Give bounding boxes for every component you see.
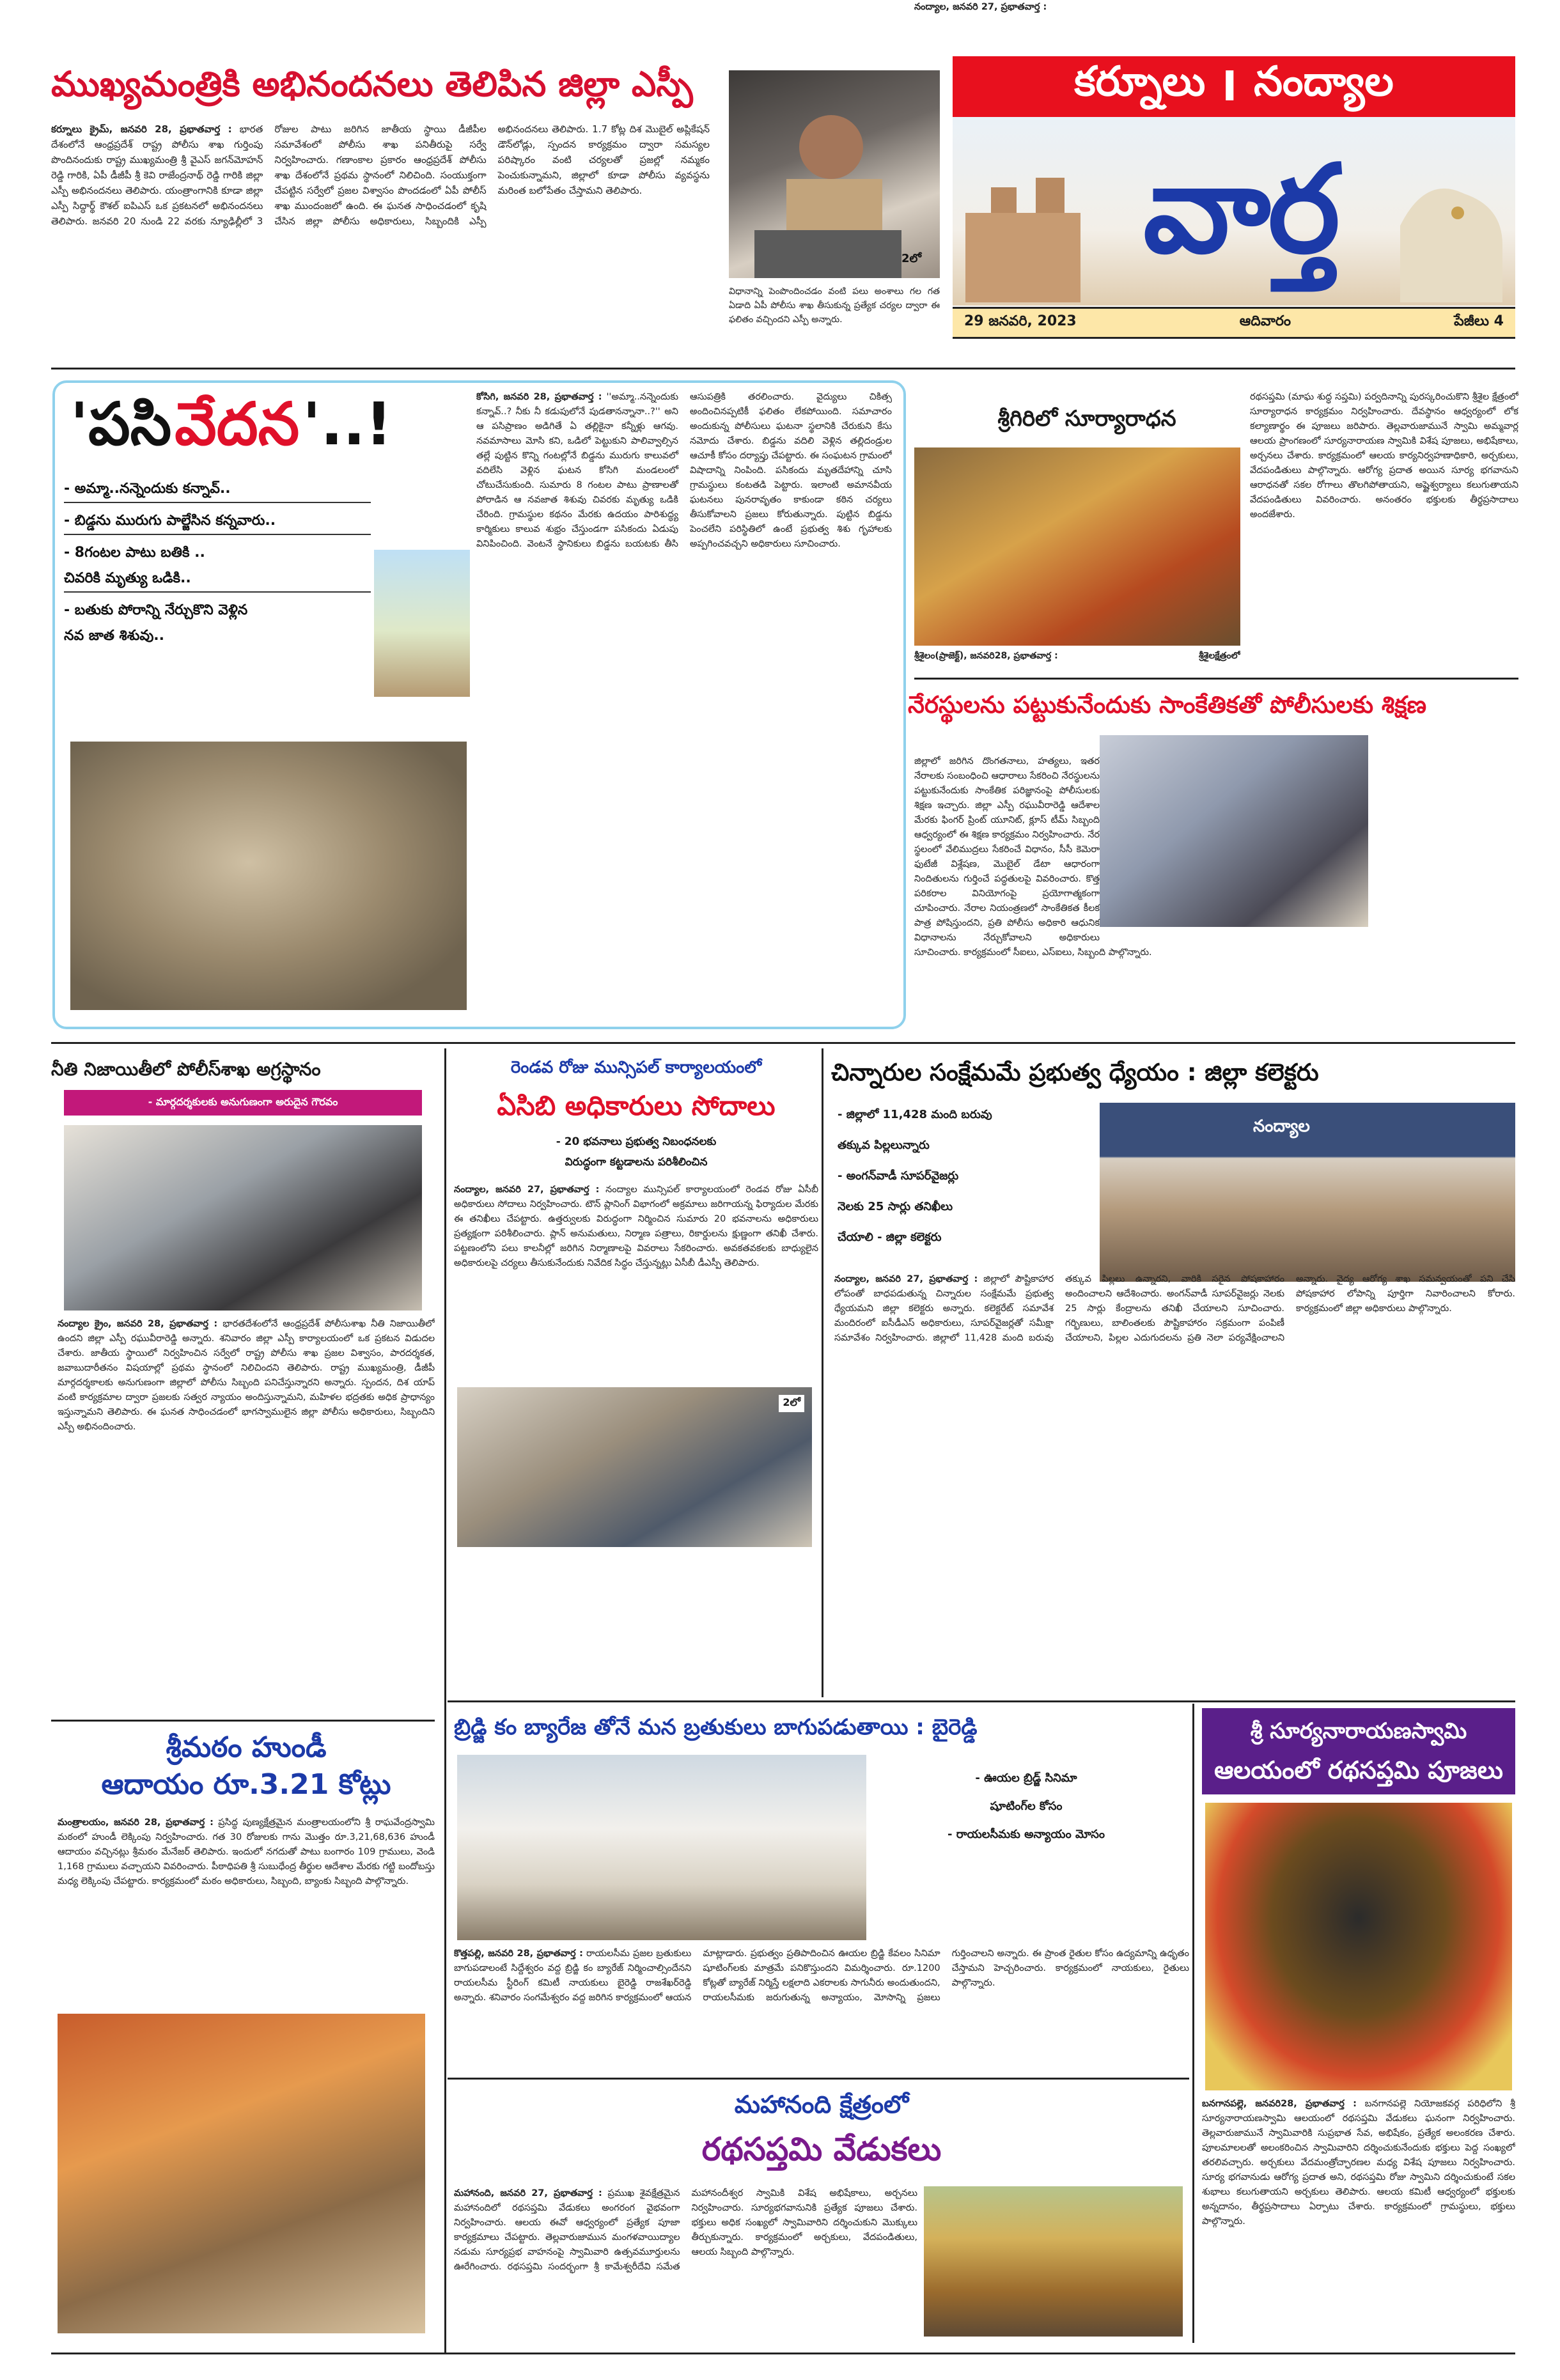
hundi-headline-1: శ్రీమఠం హుండీ	[166, 1731, 327, 1764]
children-bullet: - అంగన్‌వాడీ సూపర్‌వైజర్లు	[838, 1169, 959, 1183]
baby-headline-3: '..!	[302, 390, 393, 458]
honesty-subhead: - మార్గదర్శకులకు అనుగుణంగా అరుదైన గౌరవం	[148, 1095, 338, 1108]
officer-illustration	[729, 70, 940, 278]
acb-kicker-box	[457, 1052, 815, 1084]
hundi-body: ప్రసిద్ధ పుణ్యక్షేత్రమైన మంత్రాలయంలోని శ్రీ రాఘవేంద్రస్వామి మఠంలో హుండీ లెక్కింపు నిర్వహించారు. గత 30 రోజులకు గాను మొత్తం రూ.3,21,68,636 హుండీ ఆదాయం వచ్చినట్లు శ్రీమఠం మేనేజర్ తెలిపారు. ఇందులో నగదుతో పాటు బంగారం 109 గ్రాములు, వెండి 1,168 గ్రాములు వచ్చాయని వివరించారు. పీఠాధిపతి శ్రీ సుబుధేంద్ర తీర్థుల ఆదేశాల మేరకు గట్టి బందోబస్తు మధ్య లెక్కింపు చేపట్టారు. కార్యక్రమంలో మఠం అధికారులు, సిబ్బంది, బ్యాంకు సిబ్బంది పాల్గొన్నారు.	[58, 1817, 435, 1886]
acb-photo	[457, 1387, 812, 1547]
children-body: జిల్లాలో పౌష్టికాహార లోపంతో బాధపడుతున్న చిన్నారుల సంక్షేమమే ప్రభుత్వ ధ్యేయమని జిల్లా కలెక్టరు అన్నారు. కలెక్టరేట్ సమావేశ మందిరంలో ఐసీడీఎస్ అధికారులు, సూపర్‌వైజర్లతో సమీక్షా సమావేశం నిర్వహించారు. జిల్లాలో 11,428 మంది బరువు తక్కువ పిల్లలు ఉన్నారని, వారికి సరైన పోషకాహారం అందించాలని ఆదేశించారు. అంగన్‌వాడీ సూపర్‌వైజర్లు నెలకు 25 సార్లు కేంద్రాలను తనిఖీ చేయాలని సూచించారు. గర్భిణులు, బాలింతలకు పౌష్టికాహారం సక్రమంగా పంపిణీ చేయాలని, పిల్లల ఎదుగుదలను ప్రతి నెలా పర్యవేక్షించాలని అన్నారు. వైద్య ఆరోగ్య శాఖ సమన్వయంతో పని చేసి పోషకాహార లోపాన్ని పూర్తిగా నివారించాలని కోరారు. కార్యక్రమంలో జిల్లా అధికారులు పాల్గొన్నారు.	[834, 1274, 1515, 1343]
acb-kicker: రెండవ రోజు మున్సిపల్ కార్యాలయంలో	[510, 1058, 762, 1077]
training-headline-box	[908, 683, 1518, 727]
children-bullet: - జిల్లాలో 11,428 మంది బరువు	[838, 1108, 992, 1121]
baby-bullet: - బతుకు పోరాన్ని నేర్చుకొని వెళ్లిన	[64, 602, 248, 618]
acb-subhead	[457, 1132, 815, 1176]
mahanandi-article	[454, 2186, 917, 2340]
baby-bullet: - 8గంటల పాటు బతికి ..	[64, 545, 205, 561]
bridge-headline: బ్రిడ్జి కం బ్యారేజ తోనే మన బ్రతుకులు బాగుపడుతాయి : బైరెడ్డి	[454, 1715, 978, 1740]
srigiri-headline-box	[953, 400, 1221, 438]
srigiri-photo-caption: శ్రీశైలక్షేత్రంలో	[1198, 651, 1240, 661]
mahanandi-headline-1: మహానంది క్షేత్రంలో	[734, 2090, 909, 2119]
rule-acb	[822, 1048, 823, 1697]
srigiri-headline: శ్రీగిరిలో సూర్యారాధన	[997, 406, 1176, 432]
children-headline-box	[831, 1052, 1518, 1093]
honesty-subhead-bar	[64, 1090, 422, 1116]
rule-mahanandi	[448, 2078, 1189, 2080]
bridge-bullet: - రాయలసీమకు అన్యాయం మోసం	[948, 1828, 1105, 1841]
masthead-dateline-bar	[953, 307, 1515, 339]
mahanandi-headline-box	[454, 2084, 1189, 2180]
acb-headline: ఏసిబి అధికారులు సోదాలు	[497, 1090, 776, 1121]
rule-training	[914, 678, 1518, 680]
training-dateline: నంద్యాల, జనవరి 27, ప్రభాతవార్త :	[914, 2, 1047, 12]
bridge-article	[454, 1947, 1189, 2074]
rule-lower	[448, 1700, 1515, 1702]
cm-body: భారత దేశంలోనే ఆంధ్రప్రదేశ్ రాష్ట్ర పోలీసు శాఖ గుర్తింపు పొందినందుకు రాష్ట్ర ముఖ్యమంత్రి శ్రీ వైఎస్ జగన్‌మోహన్ రెడ్డి గారికి, ఏపీ డీజీపీ శ్రీ కెవి రాజేంద్రనాథ్ రెడ్డి గారికి జిల్లా ఎస్పీ అభినందనలు తెలిపారు. యంత్రాంగానికి కూడా జిల్లా ఎస్పీ సిద్ధార్థ్ కౌశల్ ఐపిఎస్ ఒక ప్రకటనలో అభినందనలు తెలిపారు. జనవరి 20 నుండి 22 వరకు న్యూఢిల్లీలో 3 రోజుల పాటు జరిగిన జాతీయ స్థాయి డీజీపీల సమావేశంలో పోలీసు శాఖ పనితీరుపై సర్వే నిర్వహించారు. గణాంకాల ప్రకారం ఆంధ్రప్రదేశ్ పోలీసు శాఖ దేశంలోనే ప్రథమ స్థానంలో నిలిచింది. సంయుక్తంగా చేపట్టిన సర్వేలో ప్రజల విశ్వాసం పొందడంలో ఏపీ పోలీస్ శాఖ ముందంజలో ఉంది. ఈ ఘనత సాధించడంలో కృషి చేసిన జిల్లా పోలీసు అధికారులు, సిబ్బందికి ఎస్పీ అభినందనలు తెలిపారు. 1.7 కోట్ల దిశ మొబైల్ అప్లికేషన్ డౌన్‌లోడ్లు, స్పందన కార్యక్రమం ద్వారా సమస్యల పరిష్కారం వంటి చర్యలతో ప్రజల్లో నమ్మకం పెంచుకున్నామని, జిల్లాలో కూడా పోలీసు వ్యవస్థను మరింత బలోపేతం చేస్తామని తెలిపారు.	[51, 123, 710, 227]
temple-headline-box	[1202, 1708, 1515, 1794]
honesty-article	[58, 1317, 435, 1713]
baby-bullet: - అమ్మా..నన్నెందుకు కన్నావ్..	[64, 476, 371, 503]
baby-bullet: - బిడ్డను మురుగు పాల్జేసిన కన్నవారు..	[64, 508, 371, 535]
baby-dateline: కోసిగి, జనవరి 28, ప్రభాతవార్త :	[476, 392, 602, 402]
rule-middle	[51, 1042, 1515, 1044]
training-body: జిల్లాలో జరిగిన దొంగతనాలు, హత్యలు, ఇతర నేరాలకు సంబంధించి ఆధారాలు సేకరించి నేరస్థులను పట్టుకునేందుకు సాంకేతిక పరిజ్ఞానంపై పోలీసులకు శిక్షణ ఇచ్చారు. జిల్లా ఎస్పీ రఘువీరారెడ్డి ఆదేశాల మేరకు ఫింగర్ ప్రింట్ యూనిట్, క్లూస్ టీమ్ సిబ్బంది ఆధ్వర్యంలో ఈ శిక్షణ కార్యక్రమం నిర్వహించారు. నేర స్థలంలో వేలిముద్రలు సేకరించే విధానం, సీసీ కెమెరా ఫుటేజీ విశ్లేషణ, మొబైల్ డేటా ఆధారంగా నిందితులను గుర్తించే పద్ధతులపై వివరించారు. కొత్త పరికరాల వినియోగంపై ప్రయోగాత్మకంగా చూపించారు. నేరాల నియంత్రణలో సాంకేతికత కీలక పాత్ర పోషిస్తుందని, ప్రతి పోలీసు అధికారి ఆధునిక విధానాలను నేర్చుకోవాలని అధికారులు సూచించారు. కార్యక్రమంలో సీఐలు, ఎస్ఐలు, సిబ్బంది పాల్గొన్నారు.	[914, 756, 1152, 958]
baby-bullets	[64, 476, 371, 732]
mahanandi-photo	[924, 2186, 1183, 2337]
temple-photo	[1205, 1803, 1512, 2090]
bridge-dateline: కొత్తపల్లి, జనవరి 28, ప్రభాతవార్త :	[454, 1948, 583, 1959]
rule-right-col	[1192, 1704, 1194, 2343]
acb-subhead-2: విరుద్ధంగా కట్టడాలను పరిశీలించిన	[565, 1156, 708, 1169]
acb-article	[454, 1183, 818, 1381]
bridge-bullet: - ఊయల బ్రిడ్జ్ సినిమా	[975, 1771, 1077, 1785]
baby-scene-photo	[374, 550, 470, 697]
cm-article	[51, 121, 710, 358]
children-bullet: తక్కువ పిల్లలున్నారు	[838, 1139, 930, 1152]
children-article	[834, 1272, 1515, 1688]
baby-headline-1: 'పసి	[70, 390, 172, 458]
training-photo-spacer	[1100, 754, 1515, 933]
masthead-separator: I	[1222, 63, 1238, 111]
temple-dateline: బనగానపల్లె, జనవరి28, ప్రభాతవార్త :	[1202, 2099, 1357, 2109]
temple-headline-2: ఆలయంలో రథసప్తమి పూజలు	[1214, 1756, 1503, 1784]
children-bullet: చేయాలి - జిల్లా కలెక్టరు	[838, 1231, 942, 1244]
baby-headline-2: వేదన	[175, 390, 300, 458]
rule-top	[51, 368, 1515, 369]
temple-article	[1202, 2097, 1515, 2340]
baby-bullet: చివరికి మృత్యు ఒడికి..	[64, 566, 371, 593]
masthead-page: పేజీలు 4	[1454, 313, 1504, 329]
acb-body: నంద్యాల మున్సిపల్ కార్యాలయంలో రెండవ రోజు ఏసీబీ అధికారులు సోదాలు నిర్వహించారు. టౌన్ ప్లానింగ్ విభాగంలో అక్రమాలు జరిగాయన్న ఫిర్యాదుల మేరకు ఈ తనిఖీలు చేపట్టారు. ఉత్తర్వులకు విరుద్ధంగా నిర్మించిన సుమారు 20 భవనాలను అధికారులు ప్రత్యక్షంగా పరిశీలించారు. ప్లాన్ అనుమతులు, నిర్మాణ పత్రాలు, రికార్డులను క్షుణ్ణంగా తనిఖీ చేశారు. పట్టణంలోని పలు కాలనీల్లో జరిగిన నిర్మాణాలపై వివరాలు సేకరించారు. అవకతవకలకు బాధ్యులైన అధికారులపై చర్యలు తీసుకునేందుకు నివేదిక సిద్ధం చేస్తున్నట్లు ఏసీబీ డీఎస్పీ తెలిపారు.	[454, 1185, 818, 1268]
children-bullet: నెలకు 25 సార్లు తనిఖీలు	[838, 1200, 953, 1213]
training-article-left	[914, 0, 1093, 294]
bridge-bullet: షూటింగ్‌ల కోసం	[990, 1800, 1063, 1813]
srigiri-body: రథసప్తమి (మాఘ శుద్ధ సప్తమి) పర్వదినాన్ని పురస్కరించుకొని శ్రీశైల క్షేత్రంలో సూర్యారాధన కార్యక్రమం నిర్వహించారు. దేవస్థానం ఆధ్వర్యంలో లోక కల్యాణార్థం ఈ పూజలు జరిపారు. తెల్లవారుజామునే స్వామి అమ్మవార్ల ఆలయ ప్రాంగణంలో సూర్యనారాయణ స్వామికి విశేష పూజలు, అభిషేకాలు, అర్చనలు చేశారు. కార్యక్రమంలో ఆలయ కార్యనిర్వహణాధికారి, అర్చకులు, వేదపండితులు పాల్గొన్నారు. ఆరోగ్య ప్రదాత అయిన సూర్య భగవానుని ఆరాధనతో సకల రోగాలు తొలగిపోతాయని, అష్టైశ్వర్యాలు కలుగుతాయని వేదపండితులు వివరించారు. అనంతరం భక్తులకు తీర్థప్రసాదాలు అందజేశారు.	[1250, 392, 1518, 520]
srigiri-photo	[914, 447, 1240, 646]
training-headline: నేరస్థులను పట్టుకునేందుకు సాంకేతికతో పోలీసులకు శిక్షణ	[908, 691, 1427, 719]
bridge-photo	[457, 1755, 866, 1940]
bridge-body: రాయలసీమ ప్రజల బ్రతుకులు బాగుపడాలంటే సిద్దేశ్వరం వద్ద బ్రిడ్జి కం బ్యారేజ్ నిర్మించాల్సిందేనని రాయలసీమ స్టీరింగ్ కమిటీ నాయకులు బైరెడ్డి రాజశేఖర్‌రెడ్డి అన్నారు. శనివారం సంగమేశ్వరం వద్ద జరిగిన కార్యక్రమంలో ఆయన మాట్లాడారు. ప్రభుత్వం ప్రతిపాదించిన ఊయల బ్రిడ్జి కేవలం సినిమా షూటింగ్‌లకు మాత్రమే పనికొస్తుందని విమర్శించారు. రూ.1200 కోట్లతో బ్యారేజ్ నిర్మిస్తే లక్షలాది ఎకరాలకు సాగునీరు అందుతుందని, రాయలసీమకు జరుగుతున్న అన్యాయం, మోసాన్ని ప్రజలు గుర్తించాలని అన్నారు. ఈ ప్రాంత రైతుల కోసం ఉద్యమాన్ని ఉధృతం చేస్తామని హెచ్చరించారు. కార్యక్రమంలో నాయకులు, రైతులు పాల్గొన్నారు.	[454, 1948, 1189, 2003]
acb-subhead-1: - 20 భవనాలు ప్రభుత్వ నిబంధనలకు	[556, 1135, 717, 1148]
honesty-dateline: నంద్యాల క్రైం, జనవరి 28, ప్రభాతవార్త :	[58, 1319, 218, 1329]
masthead-paper-name: వార్త	[1143, 139, 1338, 280]
masthead-day: ఆదివారం	[1239, 313, 1291, 329]
baby-article	[476, 390, 892, 1020]
honesty-headline: నీతి నిజాయితీలో పోలీస్‌శాఖ అగ్రస్థానం	[51, 1059, 321, 1080]
sp-photo-caption: విధానాన్ని పెంపొందించడం వంటి పలు అంశాలు గల గత ఏడాది ఏపీ పోలీసు శాఖ తీసుకున్న ప్రత్యేక చర్యల ద్వారా ఈ ఫలితం వచ్చిందని ఎస్పీ అన్నారు.	[729, 286, 940, 325]
baby-bullet: నవ జాత శిశువు..	[64, 628, 165, 644]
baby-body: ''అమ్మా..నన్నెందుకు కన్నావ్..? నీకు నీ కడుపులోనే పుడతానన్నానా..?'' అని ఆ పసిప్రాణం అడిగితే ఏ తల్లికైనా కన్నీళ్లు ఆగవు. నవమాసాలు మోసి కని, ఒడిలో పెట్టుకుని పాలివ్వాల్సిన తల్లే పుట్టిన కొన్ని గంటల్లోనే బిడ్డను మురుగు కాలువలో వదిలేసి వెళ్లిన ఘటన కోసిగి మండలంలో చోటుచేసుకుంది. సుమారు 8 గంటల పాటు ప్రాణాలతో పోరాడిన ఆ నవజాత శిశువు చివరకు మృత్యు ఒడికి చేరింది. గ్రామస్థుల కథనం మేరకు ఉదయం పారిశుద్ధ్య కార్మికులు కాలువ శుభ్రం చేస్తుండగా పసికందు ఏడుపు వినిపించింది. వెంటనే స్థానికులు బిడ్డను బయటకు తీసి ఆసుపత్రికి తరలించారు. వైద్యులు చికిత్స అందించినప్పటికీ ఫలితం లేకపోయింది. సమాచారం అందుకున్న పోలీసులు ఘటనా స్థలానికి చేరుకుని కేసు నమోదు చేశారు. బిడ్డను వదిలి వెళ్లిన తల్లిదండ్రుల ఆచూకీ కోసం దర్యాప్తు చేపట్టారు. ఈ సంఘటన గ్రామంలో విషాదాన్ని నింపింది. పసికందు మృతదేహాన్ని చూసి గ్రామస్థులు కంటతడి పెట్టారు. ఇలాంటి అమానవీయ ఘటనలు పునరావృతం కాకుండా కఠిన చర్యలు తీసుకోవాలని ప్రజలు కోరుతున్నారు. పుట్టిన బిడ్డను పెంచలేని పరిస్థితిలో ఉంటే ప్రభుత్వ శిశు గృహాలకు అప్పగించవచ్చని అధికారులు సూచించారు.	[476, 392, 892, 549]
bridge-bullets	[873, 1764, 1180, 1867]
cm-headline-box	[51, 59, 748, 110]
acb-photo-label: 2లో	[779, 1395, 804, 1412]
srigiri-dateline: శ్రీశైలం(ప్రాజెక్ట్), జనవరి28, ప్రభాతవార్త :	[914, 651, 1058, 661]
children-dateline: నంద్యాల, జనవరి 27, ప్రభాతవార్త :	[834, 1274, 978, 1284]
cm-headline: ముఖ్యమంత్రికి అభినందనలు తెలిపిన జిల్లా ఎస్పీ	[51, 64, 693, 104]
mahanandi-body: ప్రముఖ శైవక్షేత్రమైన మహానందిలో రథసప్తమి వేడుకలు అంగరంగ వైభవంగా నిర్వహించారు. ఆలయ ఈవో ఆధ్వర్యంలో ప్రత్యేక పూజా కార్యక్రమాలు చేపట్టారు. తెల్లవారుజామున మంగళవాయిద్యాల నడుమ సూర్యప్రభ వాహనంపై స్వామివారి ఉత్సవమూర్తులను ఊరేగించారు. రథసప్తమి సందర్భంగా శ్రీ కామేశ్వరీదేవి సమేత మహానందీశ్వర స్వామికి విశేష అభిషేకాలు, అర్చనలు నిర్వహించారు. సూర్యభగవానునికి ప్రత్యేక పూజలు చేశారు. భక్తులు అధిక సంఖ్యలో స్వామివారిని దర్శించుకుని మొక్కులు తీర్చుకున్నారు. కార్యక్రమంలో అర్చకులు, వేదపండితులు, ఆలయ సిబ్బంది పాల్గొన్నారు.	[454, 2188, 917, 2272]
sp-photo	[729, 70, 940, 278]
rule-bottom	[51, 2353, 1515, 2354]
srigiri-caption-row	[914, 651, 1240, 670]
hundi-headline-2: ఆదాయం రూ.3.21 కోట్లు	[101, 1768, 391, 1801]
hundi-headline-box	[58, 1729, 435, 1806]
temple-headline-1: శ్రీ సూర్యనారాయణస్వామి	[1250, 1718, 1467, 1744]
rule-hundi	[51, 1720, 435, 1722]
honesty-headline-box	[51, 1052, 435, 1087]
baby-headline	[70, 390, 460, 473]
honesty-photo	[64, 1125, 422, 1311]
masthead-district1: కర్నూలు	[1074, 58, 1206, 105]
acb-dateline: నంద్యాల, జనవరి 27, ప్రభాతవార్త :	[454, 1185, 600, 1195]
sp-photo-label: 2లో	[901, 252, 922, 265]
children-banner: నంద్యాల	[1253, 1117, 1310, 1136]
cm-dateline: కర్నూలు క్రైమ్, జనవరి 28, ప్రభాతవార్త :	[51, 123, 232, 135]
training-article	[914, 754, 1515, 1023]
mahanandi-dateline: మహానంది, జనవరి 27, ప్రభాతవార్త :	[454, 2188, 602, 2198]
children-photo	[1100, 1103, 1515, 1282]
temple-body: బనగానపల్లె నియోజకవర్గ పరిధిలోని శ్రీ సూర్యనారాయణస్వామి ఆలయంలో రథసప్తమి వేడుకలు ఘనంగా నిర్వహించారు. తెల్లవారుజామునే స్వామివారికి సుప్రభాత సేవ, అభిషేకం, ప్రత్యేక అలంకరణ చేశారు. పూలమాలలతో అలంకరించిన స్వామివారిని దర్శించుకునేందుకు భక్తులు పెద్ద సంఖ్యలో తరలివచ్చారు. అర్చకులు వేదమంత్రోచ్ఛారణల మధ్య విశేష పూజలు నిర్వహించారు. సూర్య భగవానుడు ఆరోగ్య ప్రదాత అని, రథసప్తమి రోజు స్వామిని దర్శించుకుంటే సకల శుభాలు కలుగుతాయని అర్చకులు తెలిపారు. ఆలయ కమిటీ ఆధ్వర్యంలో భక్తులకు అన్నదానం, తీర్థప్రసాదాలు ఏర్పాటు చేశారు. కార్యక్రమంలో గ్రామస్థులు, భక్తులు పాల్గొన్నారు.	[1202, 2099, 1515, 2227]
hundi-photo	[58, 2014, 425, 2333]
honesty-body: భారతదేశంలోనే ఆంధ్రప్రదేశ్ పోలీసుశాఖ నీతి నిజాయితీలో ఉందని జిల్లా ఎస్పీ రఘువీరారెడ్డి అన్నారు. శనివారం జిల్లా ఎస్పీ కార్యాలయంలో ఒక ప్రకటన విడుదల చేశారు. జాతీయ స్థాయిలో నిర్వహించిన సర్వేలో రాష్ట్ర పోలీసు శాఖ ప్రజల విశ్వాసం, పారదర్శకత, జవాబుదారీతనం విషయాల్లో ప్రథమ స్థానంలో నిలిచిందని తెలిపారు. రాష్ట్ర ముఖ్యమంత్రి, డీజీపీ మార్గదర్శకాలకు అనుగుణంగా జిల్లాలో పోలీసు సిబ్బంది పనిచేస్తున్నారని అన్నారు. స్పందన, దిశ యాప్ వంటి కార్యక్రమాల ద్వారా ప్రజలకు సత్వర న్యాయం అందిస్తున్నామని, మహిళల భద్రతకు అధిక ప్రాధాన్యం ఇస్తున్నామని తెలిపారు. ఈ ఘనత సాధించడంలో భాగస్వాములైన జిల్లా పోలీసు అధికారులు, సిబ్బందిని ఎస్పీ అభినందించారు.	[58, 1319, 435, 1432]
nandi-illustration	[1400, 189, 1502, 302]
hundi-dateline: మంత్రాలయం, జనవరి 28, ప్రభాతవార్త :	[58, 1817, 214, 1828]
children-headline: చిన్నారుల సంక్షేమమే ప్రభుత్వ ధ్యేయం : జిల్లా కలెక్టరు	[831, 1059, 1319, 1086]
masthead-district2: నంద్యాల	[1254, 58, 1394, 105]
baby-photo	[70, 742, 467, 1010]
bridge-headline-box	[454, 1708, 1189, 1746]
rule-left-col	[444, 1048, 446, 2353]
masthead-date: 29 జనవరి, 2023	[964, 313, 1077, 329]
children-bullets	[838, 1100, 1093, 1259]
acb-headline-box	[457, 1084, 815, 1128]
mahanandi-headline-2: రథసప్తమి వేడుకలు	[701, 2131, 942, 2168]
hundi-article	[58, 1816, 435, 2007]
